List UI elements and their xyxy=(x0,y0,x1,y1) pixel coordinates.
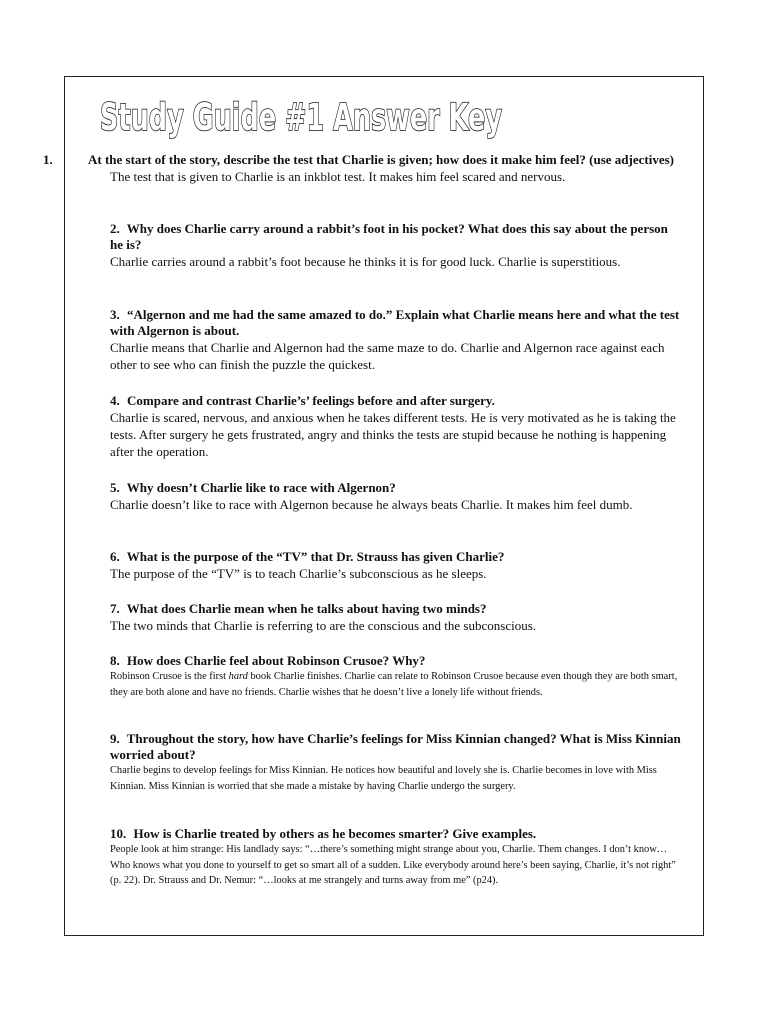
question-8-number: 8. xyxy=(110,653,120,668)
question-8-text: How does Charlie feel about Robinson Crusoe? Why? xyxy=(127,653,426,668)
page-title-text: Study Guide #1 Answer Key xyxy=(100,96,502,139)
question-1 xyxy=(88,152,682,185)
question-10-heading xyxy=(110,826,682,842)
question-9-number: 9. xyxy=(110,731,120,746)
question-10-text: How is Charlie treated by others as he becomes smarter? Give examples. xyxy=(133,826,537,841)
question-7-heading xyxy=(110,601,682,617)
answer-8-post: book Charlie finishes. Charlie can relate to Robinson Crusoe because even though they are both smart, they are both alone and have no friends. Charlie wishes that he doesn’t live a lonely life without friends. xyxy=(110,671,678,698)
question-10 xyxy=(110,826,682,889)
question-6-heading xyxy=(110,549,682,565)
answer-2-text: Charlie carries around a rabbit’s foot because he thinks it is for good luck. Charlie is superstitious. xyxy=(110,254,621,269)
question-4-number: 4. xyxy=(110,393,120,408)
question-4-text: Compare and contrast Charlie’s’ feelings before and after surgery. xyxy=(127,393,495,408)
question-1-text: At the start of the story, describe the test that Charlie is given; how does it make him feel? (use adjectives) xyxy=(88,152,674,167)
answer-8-emphasis: hard xyxy=(228,671,248,682)
answer-1-text: The test that is given to Charlie is an inkblot test. It makes him feel scared and nervous. xyxy=(110,169,566,184)
answer-8-text xyxy=(110,669,682,700)
question-3-heading xyxy=(110,307,682,339)
answer-5-text: Charlie doesn’t like to race with Algernon because he always beats Charlie. It makes him feel dumb. xyxy=(110,497,633,512)
question-4 xyxy=(110,393,682,460)
question-6 xyxy=(110,549,682,582)
question-2-heading xyxy=(110,221,682,253)
answer-4-text: Charlie is scared, nervous, and anxious when he takes different tests. He is very motivated as he is taking the tests. After surgery he gets frustrated, angry and thinks the tests are stupid because he nothing is happening after the operation. xyxy=(110,410,676,459)
question-4-heading xyxy=(110,393,682,409)
question-8 xyxy=(110,653,682,700)
question-7-number: 7. xyxy=(110,601,120,616)
question-2-text: Why does Charlie carry around a rabbit’s foot in his pocket? What does this say about the person he is? xyxy=(110,221,668,252)
question-5-text: Why doesn’t Charlie like to race with Algernon? xyxy=(126,480,396,495)
question-6-number: 6. xyxy=(110,549,120,564)
question-3-text: “Algernon and me had the same amazed to do.” Explain what Charlie means here and what the test with Algernon is about. xyxy=(110,307,680,338)
question-9-text: Throughout the story, how have Charlie’s feelings for Miss Kinnian changed? What is Miss Kinnian worried about? xyxy=(110,731,681,762)
question-9 xyxy=(110,731,682,794)
question-2-number: 2. xyxy=(110,221,120,236)
question-3 xyxy=(110,307,682,373)
question-8-heading xyxy=(110,653,682,669)
question-5-heading xyxy=(110,480,682,496)
question-1-number: 1. xyxy=(43,152,53,167)
answer-9-text: Charlie begins to develop feelings for Miss Kinnian. He notices how beautiful and lovely she is. Charlie becomes in love with Miss Kinnian. Miss Kinnian is worried that she made a mistake by having Charlie undergo the surgery. xyxy=(110,765,657,792)
question-7-text: What does Charlie mean when he talks about having two minds? xyxy=(126,601,487,616)
answer-3-text: Charlie means that Charlie and Algernon had the same maze to do. Charlie and Algernon race against each other to see who can finish the puzzle the quickest. xyxy=(110,340,665,372)
answer-8-pre: Robinson Crusoe is the first xyxy=(110,671,229,682)
question-2 xyxy=(110,221,682,270)
page-title xyxy=(98,90,518,142)
question-6-text: What is the purpose of the “TV” that Dr. Strauss has given Charlie? xyxy=(126,549,505,564)
question-10-number: 10. xyxy=(110,826,127,841)
answer-7-text: The two minds that Charlie is referring to are the conscious and the subconscious. xyxy=(110,618,537,633)
question-7 xyxy=(110,601,682,634)
question-5 xyxy=(110,480,682,513)
answer-10-text: People look at him strange: His landlady says: “…there’s something might strange about you, Charlie. Them changes. I don’t know…Who knows what you done to yourself to get so smart all of a sudden. Like everybody around here’s been saying, Charlie, it’s not right” (p. 22). Dr. Strauss and Dr. Nemur: “…looks at me strangely and turns away from me” (p24). xyxy=(110,844,676,886)
question-9-heading xyxy=(110,731,682,763)
answer-6-text: The purpose of the “TV” is to teach Charlie’s subconscious as he sleeps. xyxy=(110,566,487,581)
question-3-number: 3. xyxy=(110,307,120,322)
question-5-number: 5. xyxy=(110,480,120,495)
